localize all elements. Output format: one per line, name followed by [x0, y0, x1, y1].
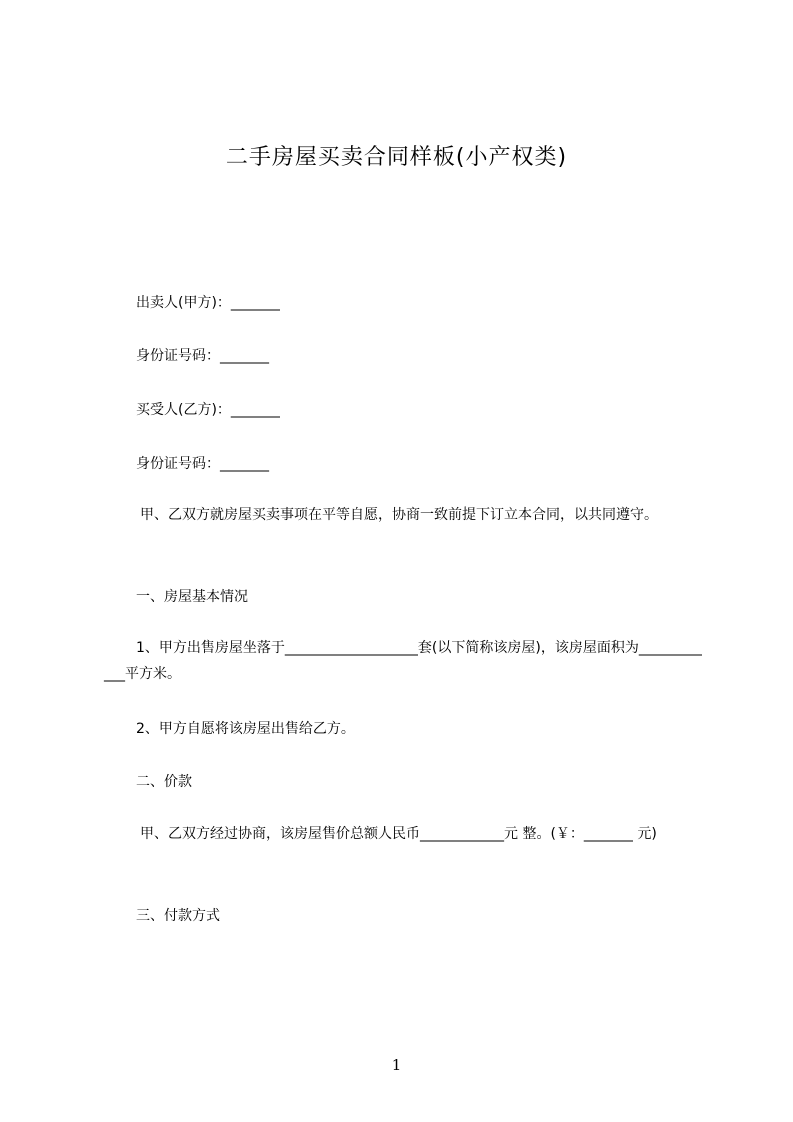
section-2-heading: 二、价款: [136, 774, 192, 790]
preamble-paragraph: 甲、乙双方就房屋买卖事项在平等自愿，协商一致前提下订立本合同，以共同遵守。: [140, 507, 658, 523]
seller-id-line: 身份证号码：_______: [136, 348, 269, 364]
section-1-heading: 一、房屋基本情况: [136, 589, 248, 605]
buyer-id-line: 身份证号码：_______: [136, 456, 269, 472]
clause-1-paragraph: 1、甲方出售房屋坐落于___________________套(以下简称该房屋)，该房屋面积为____________平方米。: [104, 640, 702, 682]
buyer-line: 买受人(乙方)：_______: [136, 402, 280, 418]
seller-line: 出卖人(甲方)：_______: [136, 295, 280, 311]
price-clause-paragraph: 甲、乙双方经过协商，该房屋售价总额人民币____________元 整。(￥：_______ 元): [140, 826, 657, 842]
section-3-heading: 三、付款方式: [136, 908, 220, 924]
clause-2-line: 2、甲方自愿将该房屋出售给乙方。: [136, 721, 355, 737]
page-number: 1: [391, 1056, 402, 1074]
document-title: 二手房屋买卖合同样板(小产权类): [225, 145, 568, 170]
